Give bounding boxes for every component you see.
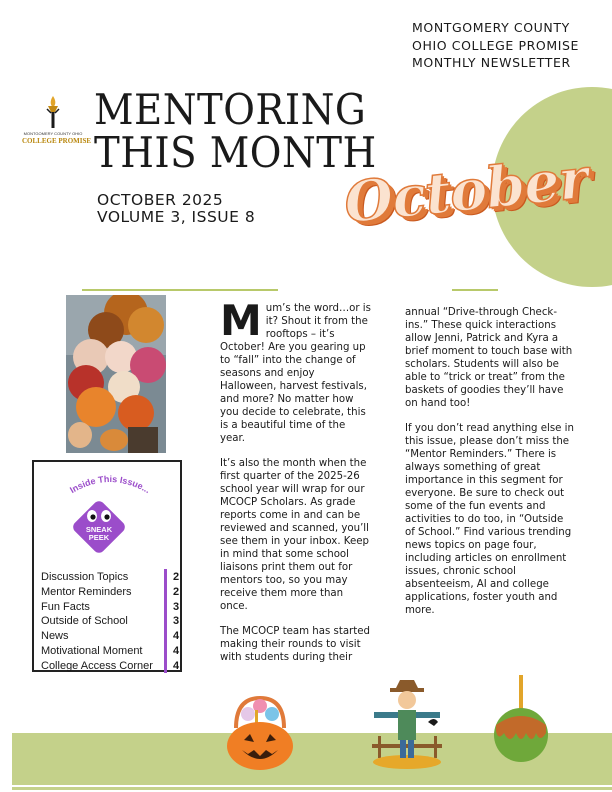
sneak-peek-badge [66, 494, 132, 560]
month-script-title: October [341, 145, 591, 237]
toc-page: 3 [173, 600, 180, 613]
title-line: THIS MONTH [94, 128, 377, 177]
toc-page: 2 [173, 571, 180, 583]
inside-heading-text: Inside This Issue... [68, 473, 152, 496]
toc-page: 3 [173, 615, 180, 628]
table-of-contents [41, 570, 183, 674]
drop-cap: M [220, 296, 262, 345]
article-paragraph: It’s also the month when the first quarter of the 2025-26 school year will wrap for our MCOCP Scholars. As grade reports come in and can be reviewed and scanned, you’ll see them in your inbox. Keep in mind that some school liaisons print them out for mentors too, so you may receive them more than once. [220, 458, 369, 612]
footer-line [12, 787, 612, 790]
newsletter-title [94, 85, 377, 177]
toc-label: Outside of School [41, 615, 128, 628]
scarecrow-icon [368, 678, 446, 770]
toc-item[interactable] [41, 600, 183, 615]
article-paragraph: If you don’t read anything else in this issue, please don’t miss the “Mentor Reminders.” There is always something of great importance in this segment for everyone. Be sure to check out some of the fun events and activities to do too, in “Outside of School.” Find various trending news topics on page four, including articles on enrollment issues, chronic school absenteeism, AI and college applications, foster youth and more. [405, 423, 574, 616]
logo-text-county: MONTGOMERY COUNTY OHIO [23, 131, 83, 136]
toc-item[interactable] [41, 570, 183, 585]
article-column-2 [405, 306, 575, 629]
jack-o-lantern-basket-icon [222, 688, 298, 772]
article-column-1 [220, 296, 372, 676]
toc-label: Mentor Reminders [41, 585, 132, 598]
issue-month: OCTOBER 2025 [97, 191, 224, 209]
toc-page: 4 [173, 659, 180, 672]
issue-volume: VOLUME 3, ISSUE 8 [97, 208, 256, 226]
toc-item[interactable] [41, 659, 183, 674]
article-paragraph [220, 296, 372, 445]
logo-text-college-promise: COLLEGE PROMISE [22, 137, 92, 145]
toc-label: News [41, 630, 69, 643]
svg-text:Inside This Issue... [68, 474, 152, 495]
toc-page: 4 [173, 644, 180, 657]
newsletter-series [412, 19, 579, 72]
series-line: MONTGOMERY COUNTY [412, 20, 570, 35]
issue-date [97, 192, 255, 226]
toc-page: 4 [173, 630, 180, 643]
caramel-apple-icon [488, 673, 554, 763]
autumn-mums-photo [66, 295, 166, 453]
toc-label: Discussion Topics [41, 571, 129, 583]
badge-text: SNEAK [85, 525, 113, 534]
article-paragraph: The MCOCP team has started making their rounds to visit with students during their [220, 626, 370, 663]
title-line: MENTORING [94, 85, 367, 134]
toc-item[interactable] [41, 644, 183, 659]
paragraph-text: um’s the word…or is it? Shout it from the rooftops – it’s October! Are you gearing up to “fall” into the change of seasons and enjoy Halloween, harvest festivals, and more? No matter how you decide to celebrate, this is a beautiful time of the year. [220, 303, 371, 444]
badge-text: PEEK [88, 533, 110, 542]
series-line: MONTHLY NEWSLETTER [412, 55, 571, 70]
divider-rule [452, 289, 498, 291]
toc-item[interactable] [41, 629, 183, 644]
series-line: OHIO COLLEGE PROMISE [412, 37, 580, 53]
article-paragraph: annual “Drive-through Check-ins.” These quick interactions allow Jenni, Patrick and Kyra a brief moment to touch base with scholars. Students will also be able to “trick or treat” from the baskets of goodies they’ll have on hand too! [405, 307, 573, 409]
toc-label: Motivational Moment [41, 644, 143, 657]
divider-rule [82, 289, 278, 291]
toc-item[interactable] [41, 585, 183, 600]
toc-item[interactable] [41, 614, 183, 629]
toc-page: 2 [173, 585, 180, 598]
toc-label: Fun Facts [41, 600, 90, 613]
toc-label: College Access Corner [41, 659, 153, 672]
